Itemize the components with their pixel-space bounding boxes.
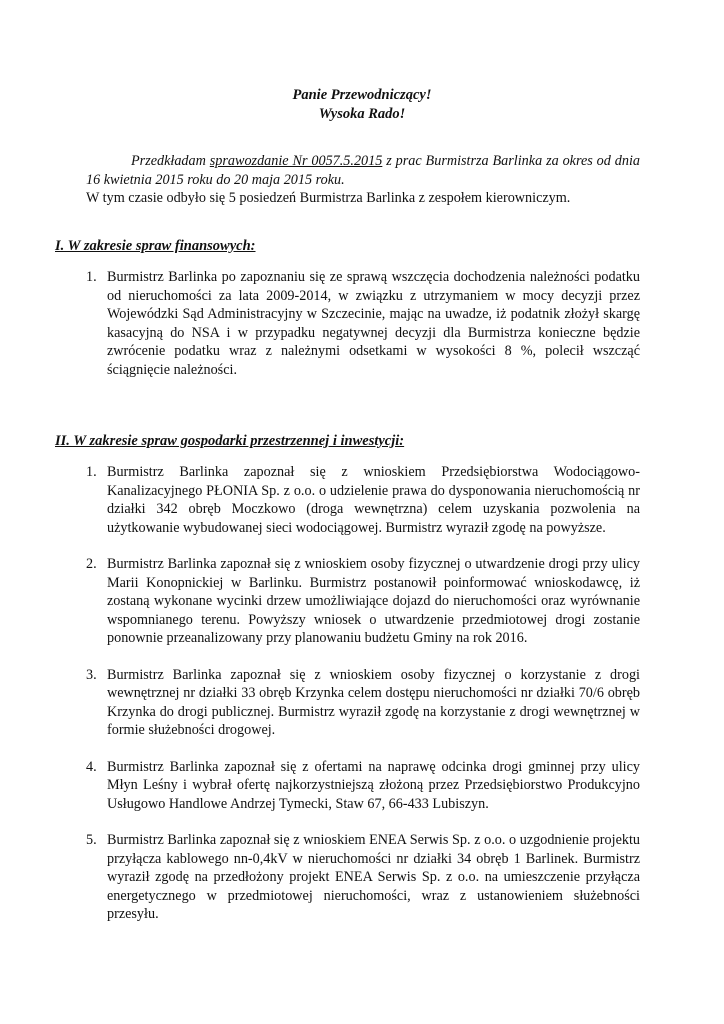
intro (86, 152, 640, 208)
item-number: 3. (86, 666, 97, 683)
list-item (86, 463, 640, 537)
greeting (0, 86, 724, 124)
item-number: 2. (86, 556, 97, 572)
item-number: 1. (86, 269, 97, 285)
section-heading-spatial-planning: II. W zakresie spraw gospodarki przestrzennej i inwestycji: (55, 433, 405, 449)
list-item (86, 831, 640, 924)
report-reference: sprawozdanie Nr 0057.5.2015 (209, 153, 383, 169)
item-text: Burmistrz Barlinka zapoznał się z wnioskiem osoby fizycznej o korzystanie z drogi wewnętrznej nr działki 33 obręb Krzynka celem dostępu nieruchomości nr działki 70/6 obręb Krzynka do drogi publicznej. Burmistrz wyraził zgodę na korzystanie z drogi wewnętrznej w formie służebności drogowej. (107, 666, 640, 738)
finance-items (86, 268, 640, 379)
intro-lead-after: z prac Burmistrza Barlinka za okres od dnia 16 kwietnia 2015 roku do 20 maja 2015 roku. (86, 153, 640, 188)
list-item (86, 555, 640, 648)
list-item (86, 666, 640, 740)
greeting-line-2: Wysoka Rado! (318, 106, 406, 122)
list-item (86, 758, 640, 814)
item-text: Burmistrz Barlinka zapoznał się z wnioskiem ENEA Serwis Sp. z o.o. o uzgodnienie projektu przyłącza kablowego nn-0,4kV w nieruchomości nr działki 34 obręb 1 Barlinek. Burmistrz wyraził zgodę na przedłożony projekt ENEA Serwis Sp. z o.o. na umieszczenie przyłącza energetycznego w przedmiotowej nieruchomości, wraz z ustanowieniem służebności przesyłu. (107, 832, 640, 922)
meetings-summary: W tym czasie odbyło się 5 posiedzeń Burmistrza Barlinka z zespołem kierowniczym. (86, 190, 571, 206)
spatial-planning-items (86, 463, 640, 924)
list-item (86, 268, 640, 379)
intro-lead (86, 152, 640, 189)
item-text: Burmistrz Barlinka zapoznał się z ofertami na naprawę odcinka drogi gminnej przy ulicy Młyn Leśny i wybrał ofertę najkorzystniejszą złożoną przez Przedsiębiorstwo Produkcyjno Usługowo Handlowe Andrzej Tymecki, Staw 67, 66-433 Lubiszyn. (107, 758, 640, 812)
greeting-line-1: Panie Przewodniczący! (292, 87, 432, 103)
item-text: Burmistrz Barlinka po zapoznaniu się ze sprawą wszczęcia dochodzenia należności podatku od nieruchomości za lata 2009-2014, w związku z utrzymaniem w mocy decyzji przez Wojewódzki Sąd Administracyjny w Szczecinie, mając na uwadze, iż podatnik złożył skargę kasacyjną do NSA i w przypadku negatywnej decyzji dla Burmistrza konieczne będzie zwrócenie podatku wraz z należnymi odsetkami w wysokości 8 %, polecił wszcząć ściągnięcie należności. (107, 269, 640, 378)
item-number: 5. (86, 832, 97, 848)
item-text: Burmistrz Barlinka zapoznał się z wnioskiem osoby fizycznej o utwardzenie drogi przy ulicy Marii Konopnickiej w Barlinku. Burmistrz postanowił poinformować wnioskodawcę, iż zostaną wykonane wycinki drzew umożliwiające dojazd do nieruchomości oraz wyrównanie wspomnianego terenu. Powyższy wniosek o utwardzenie przedmiotowej drogi zostanie ponownie przeanalizowany przy planowaniu budżetu Gminy na rok 2016. (107, 556, 640, 646)
item-number: 1. (86, 464, 97, 480)
item-text: Burmistrz Barlinka zapoznał się z wnioskiem Przedsiębiorstwa Wodociągowo-Kanalizacyjnego PŁONIA Sp. z o.o. o udzielenie prawa do dysponowania nieruchomością nr działki 342 obręb Moczkowo (droga wewnętrzna) celem uzyskania pozwolenia na użytkowanie wybudowanej sieci wodociągowej. Burmistrz wyraził zgodę na powyższe. (107, 464, 640, 536)
item-number: 4. (86, 758, 97, 775)
intro-lead-before: Przedkładam (131, 153, 210, 169)
section-heading-finance: I. W zakresie spraw finansowych: (55, 238, 256, 254)
